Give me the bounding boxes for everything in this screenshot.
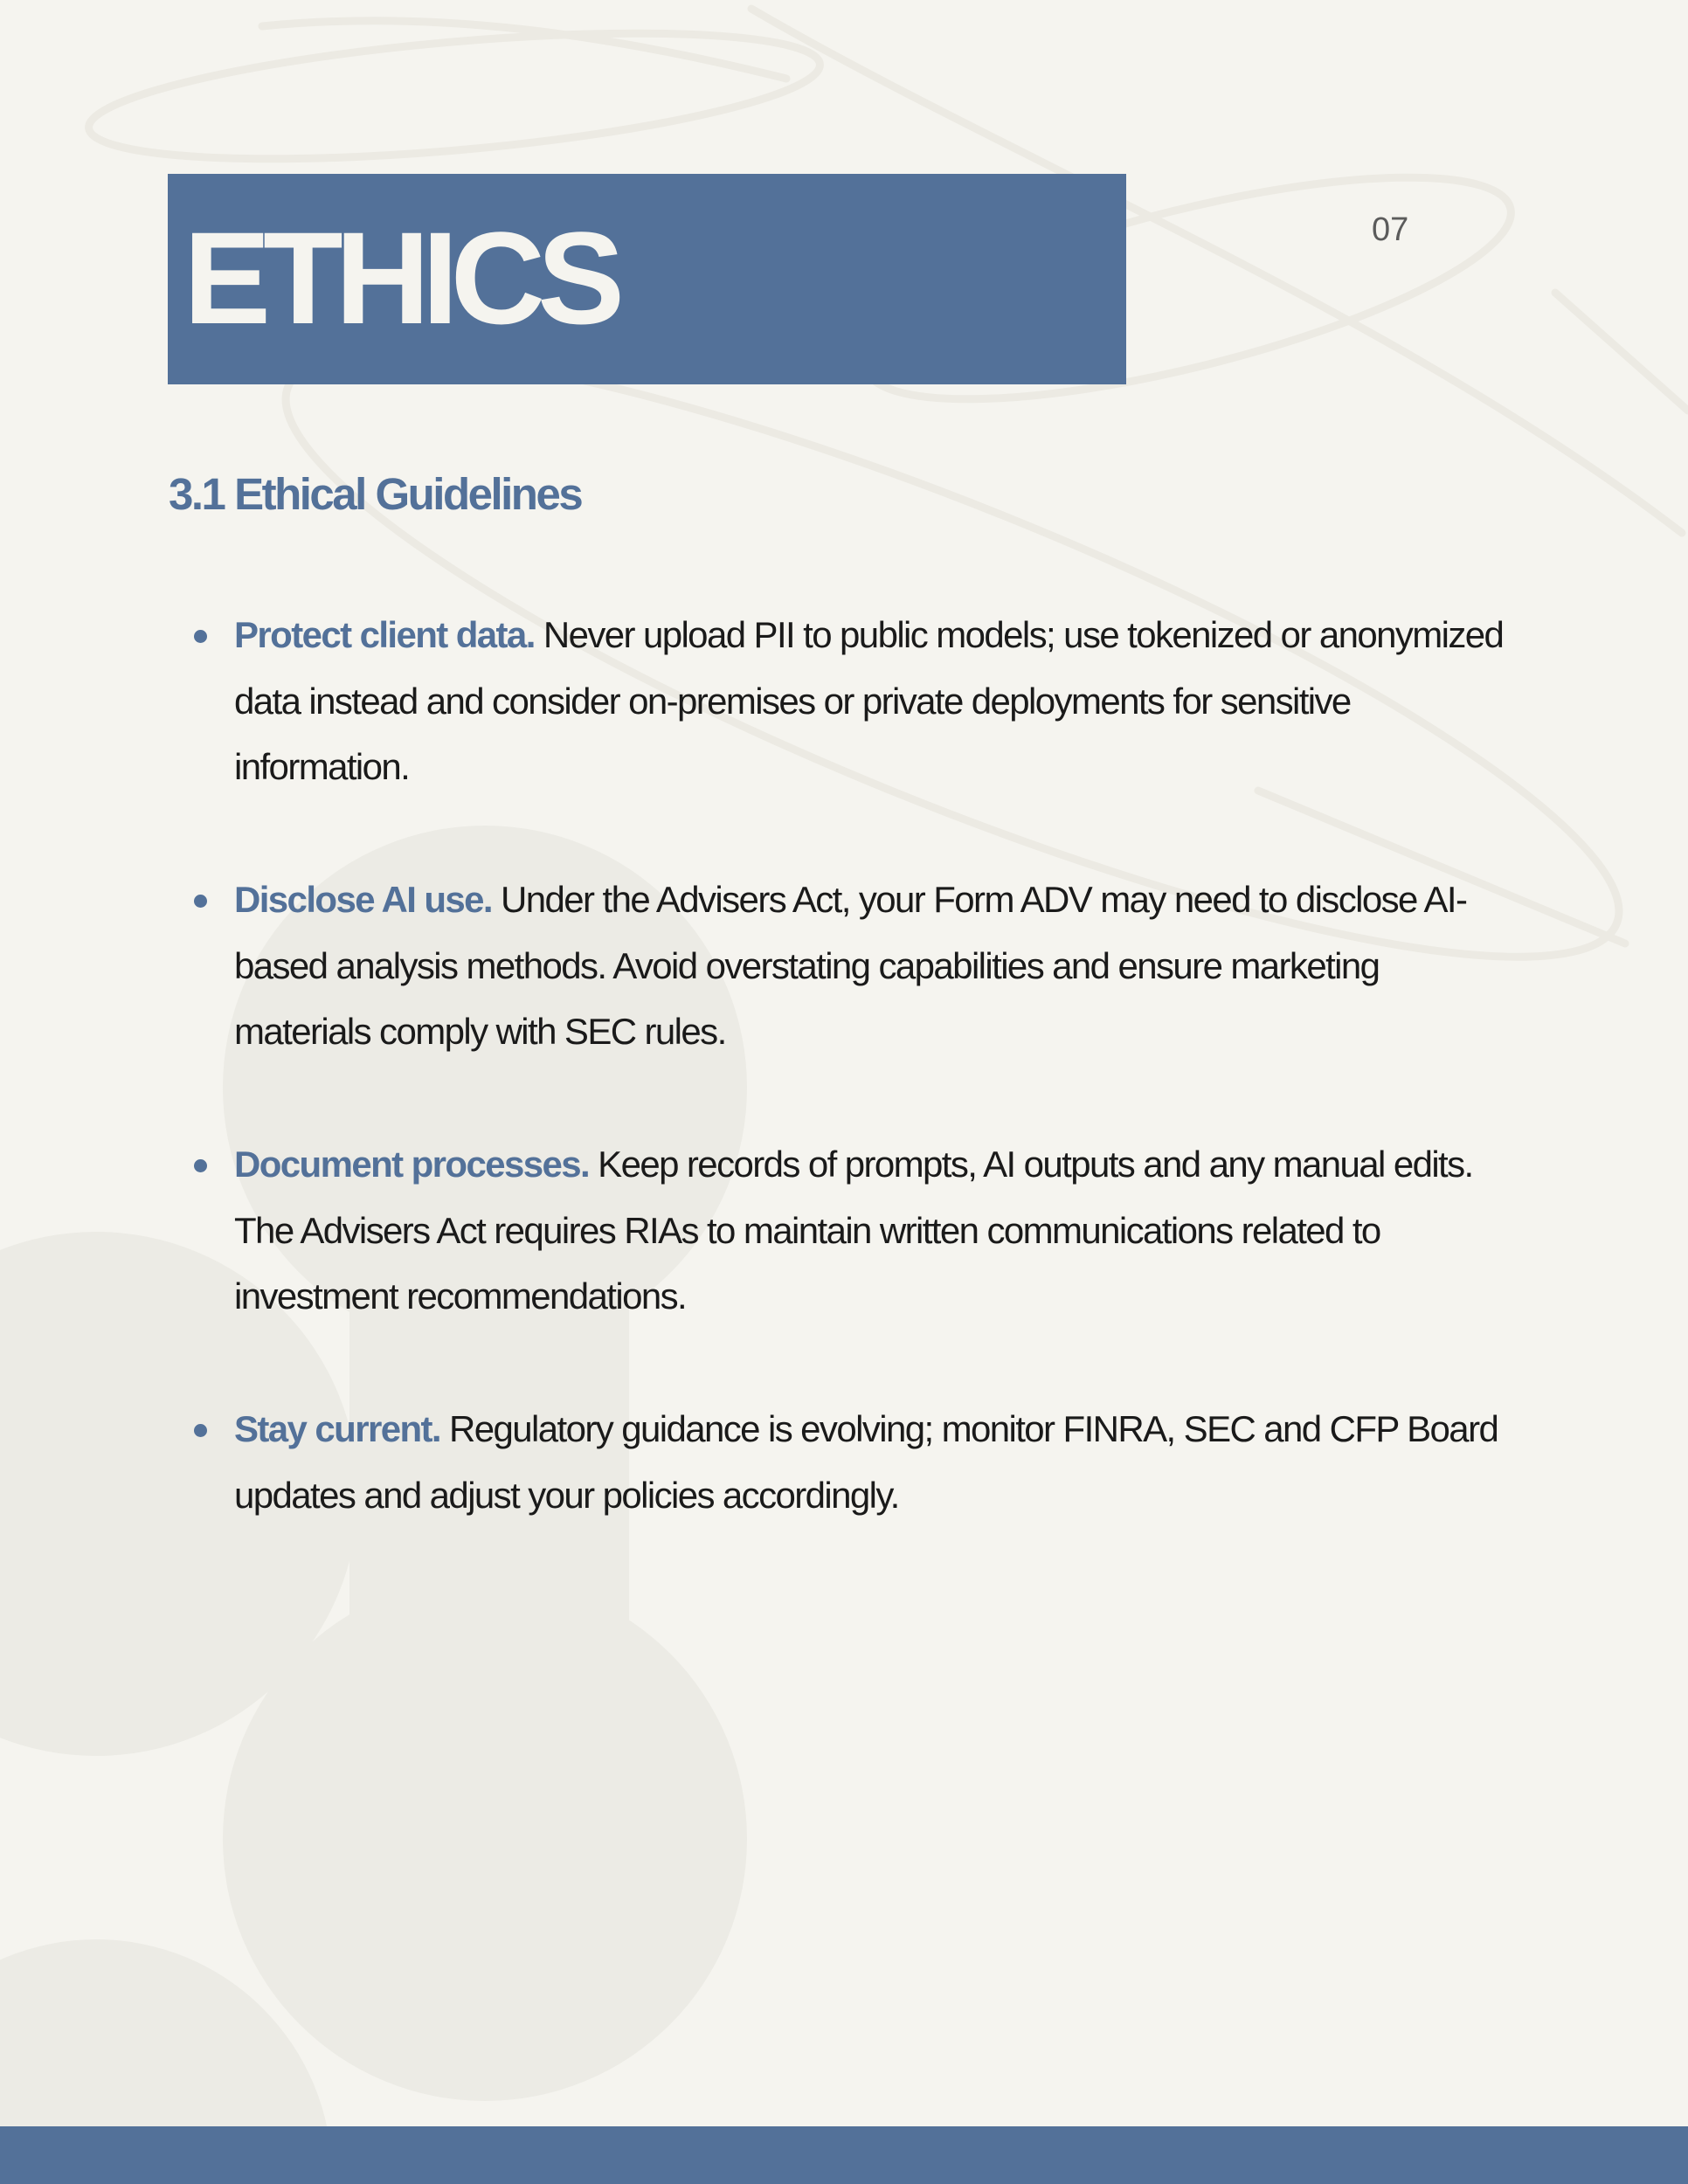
- guideline-body: Under the Advisers Act, your Form ADV may need to disclose AI-based analysis methods. Avoid overstating capabilities and ensure marketing materials comply with SEC rules.: [234, 879, 1467, 1052]
- bullet-icon: [194, 1159, 207, 1172]
- page-number: 07: [1372, 211, 1409, 248]
- guideline-text: [234, 867, 1522, 1065]
- guideline-lead: Disclose AI use.: [234, 879, 492, 920]
- page-title: ETHICS: [183, 204, 618, 351]
- section-heading: 3.1 Ethical Guidelines: [169, 469, 582, 519]
- guideline-text: [234, 1131, 1522, 1330]
- guideline-lead: Document processes.: [234, 1144, 590, 1185]
- footer-bar: [0, 2126, 1688, 2184]
- guideline-item-protect-client-data: [194, 602, 1522, 800]
- guideline-item-disclose-ai-use: [194, 867, 1522, 1065]
- guideline-item-document-processes: [194, 1131, 1522, 1330]
- guideline-body: Regulatory guidance is evolving; monitor FINRA, SEC and CFP Board updates and adjust your policies accordingly.: [234, 1408, 1498, 1516]
- guideline-body: Keep records of prompts, AI outputs and any manual edits. The Advisers Act requires RIAs to maintain written communications related to investment recommendations.: [234, 1144, 1473, 1317]
- guideline-text: [234, 1396, 1522, 1528]
- bullet-icon: [194, 895, 207, 908]
- bullet-icon: [194, 630, 207, 643]
- title-banner: [168, 174, 1126, 384]
- guideline-text: [234, 602, 1522, 800]
- guideline-body: Never upload PII to public models; use tokenized or anonymized data instead and consider on-premises or private deployments for sensitive information.: [234, 614, 1504, 787]
- bullet-icon: [194, 1424, 207, 1437]
- guideline-lead: Stay current.: [234, 1408, 440, 1449]
- guideline-item-stay-current: [194, 1396, 1522, 1528]
- guideline-lead: Protect client data.: [234, 614, 535, 655]
